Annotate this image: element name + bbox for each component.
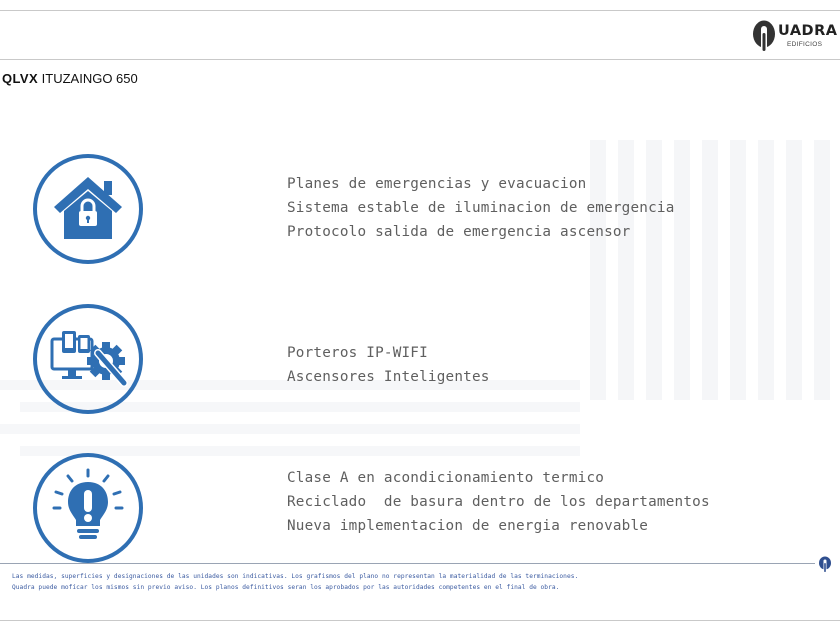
feature-line: Nueva implementacion de energia renovable	[287, 518, 649, 534]
quadra-q-icon	[818, 556, 832, 572]
legal-disclaimer	[12, 571, 578, 593]
feature-line: Porteros IP-WIFI	[287, 345, 428, 361]
top-rule	[0, 10, 840, 11]
lightbulb-icon	[32, 452, 144, 564]
feature-line: Protocolo salida de emergencia ascensor	[287, 224, 631, 240]
feature-list-safety	[287, 172, 675, 244]
feature-line: Ascensores Inteligentes	[287, 369, 490, 385]
feature-line: Reciclado de basura dentro de los departamentos	[287, 494, 710, 510]
feature-line: Sistema estable de iluminacion de emergencia	[287, 200, 675, 216]
feature-line: Planes de emergencias y evacuacion	[287, 176, 587, 192]
project-title	[2, 71, 138, 86]
disclaimer-line: Las medidas, superficies y designaciones de las unidades son indicativas. Los grafismos del plano no representan la materialidad de las terminaciones.	[12, 573, 579, 580]
footer-rule	[0, 563, 815, 564]
quadra-q-icon	[752, 19, 778, 51]
project-brand: QLVX	[2, 71, 39, 86]
devices-gear-icon	[32, 303, 144, 415]
bottom-rule	[0, 620, 840, 621]
feature-list-sustainability	[287, 466, 710, 538]
company-logo[interactable]	[752, 19, 836, 53]
project-name: ITUZAINGO 650	[41, 71, 138, 86]
feature-list-technology	[287, 341, 490, 389]
disclaimer-line: Quadra puede mofícar los mismos sin previo aviso. Los planos definitivos seran los aprobados por las autoridades competentes en el final de obra.	[12, 584, 560, 591]
header-rule	[0, 59, 840, 60]
logo-subtitle: EDIFICIOS	[787, 41, 823, 48]
house-lock-icon	[32, 153, 144, 265]
logo-wordmark: UADRA	[778, 23, 838, 39]
feature-line: Clase A en acondicionamiento termico	[287, 470, 605, 486]
